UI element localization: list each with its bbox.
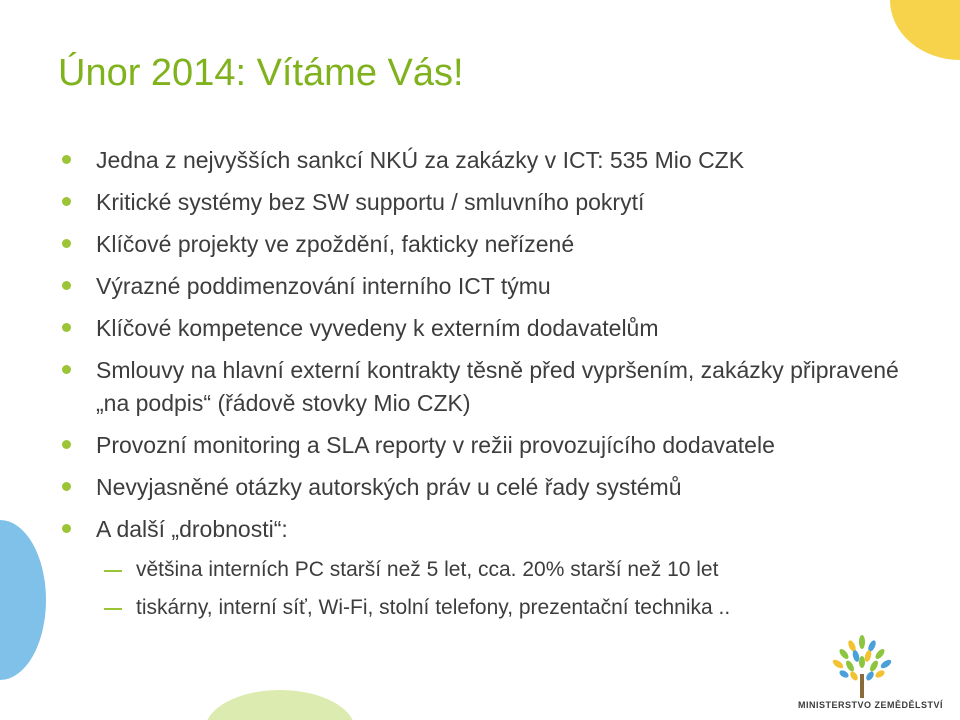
- bullet-item: A další „drobnosti“:: [62, 513, 922, 546]
- logo-text: MINISTERSTVO ZEMĚDĚLSTVÍ: [798, 700, 944, 710]
- decorative-blue-blob: [0, 520, 46, 680]
- bullet-item: Klíčové projekty ve zpoždění, fakticky neřízené: [62, 228, 922, 261]
- bullet-item: Nevyjasněné otázky autorských práv u celé řady systémů: [62, 471, 922, 504]
- sub-bullet-item: většina interních PC starší než 5 let, cca. 20% starší než 10 let: [104, 555, 922, 585]
- sub-bullet-item: tiskárny, interní síť, Wi-Fi, stolní telefony, prezentační technika ..: [104, 593, 922, 623]
- bullet-item: Klíčové kompetence vyvedeny k externím dodavatelům: [62, 312, 922, 345]
- bullet-item: Provozní monitoring a SLA reporty v režii provozujícího dodavatele: [62, 429, 922, 462]
- bullet-list: [62, 144, 922, 631]
- bullet-item: Jedna z nejvyšších sankcí NKÚ za zakázky v ICT: 535 Mio CZK: [62, 144, 922, 177]
- bullet-item: Kritické systémy bez SW supportu / smluvního pokrytí: [62, 186, 922, 219]
- tree-logo-icon: [784, 628, 940, 700]
- bullet-item: Výrazné poddimenzování interního ICT týmu: [62, 270, 922, 303]
- decorative-green-blob: [205, 690, 355, 720]
- ministry-logo: [784, 628, 944, 714]
- slide-title: Únor 2014: Vítáme Vás!: [58, 52, 464, 94]
- decorative-yellow-blob: [890, 0, 960, 60]
- bullet-item: Smlouvy na hlavní externí kontrakty těsně před vypršením, zakázky připravené „na podpis“ (řádově stovky Mio CZK): [62, 354, 922, 420]
